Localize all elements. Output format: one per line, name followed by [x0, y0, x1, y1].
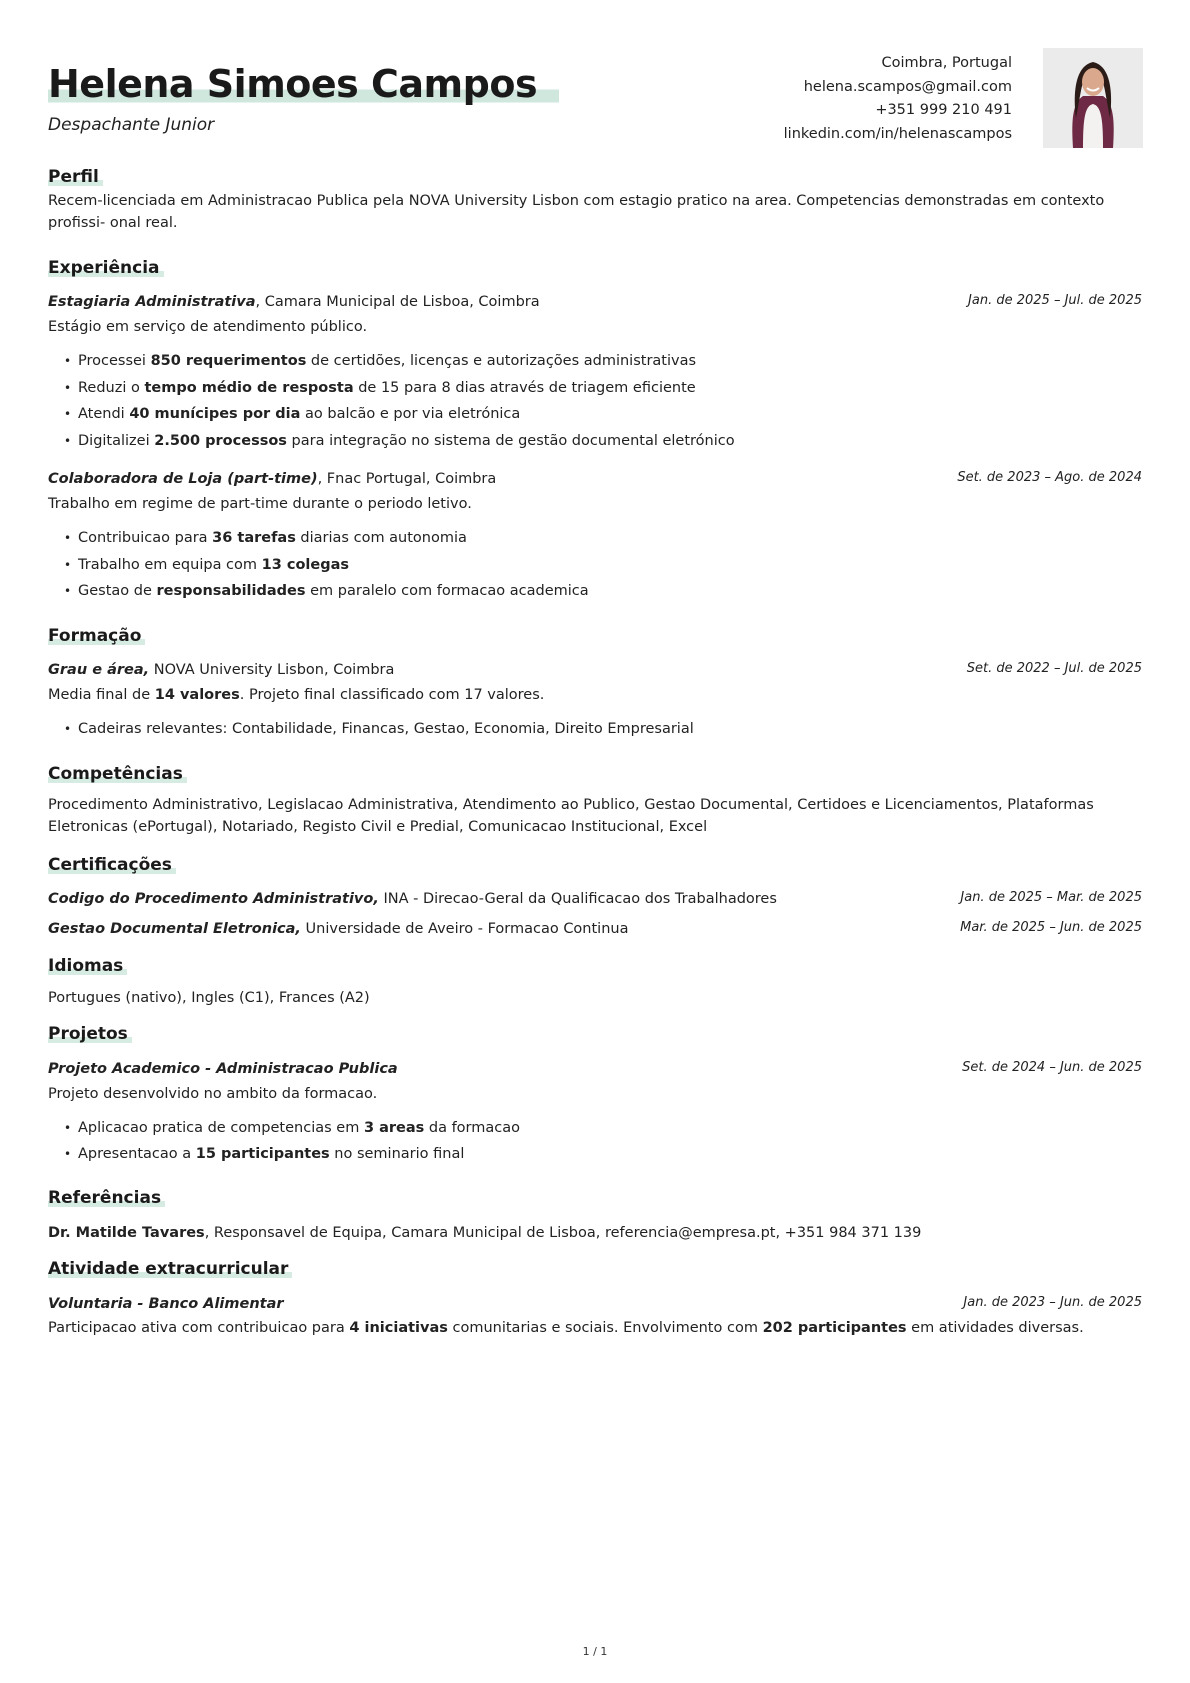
section-title-profile: Perfil — [48, 166, 103, 188]
section-title-projects: Projetos — [48, 1023, 132, 1045]
list-item: • Atendi 40 munícipes por dia ao balcão e por via eletrónica — [64, 403, 520, 425]
education-title-line — [48, 659, 394, 681]
job-org: , Camara Municipal de Lisboa, Coimbra — [255, 294, 540, 310]
contact-email[interactable]: helena.scampos@gmail.com — [803, 78, 1012, 95]
bullet-icon: • — [64, 531, 72, 545]
list-item: • Digitalizei 2.500 processos para integração no sistema de gestão documental eletrónico — [64, 430, 735, 452]
section-title-extracurricular: Atividade extracurricular — [48, 1258, 292, 1280]
profile-text: Recem-licenciada em Administracao Publica pela NOVA University Lisbon com estagio pratico na area. Competencias demonstradas em contexto profissi- onal real. — [48, 193, 1105, 231]
list-item: • Cadeiras relevantes: Contabilidade, Financas, Gestao, Economia, Direito Empresarial — [64, 718, 694, 740]
activity-description: Participacao ativa com contribuicao para 4 iniciativas comunitarias e sociais. Envolvimento com 202 participantes em atividades diversas. — [48, 1320, 1084, 1336]
job-title-line — [48, 291, 540, 313]
job-description: Trabalho em regime de part-time durante o periodo letivo. — [48, 496, 472, 512]
bullet-icon: • — [64, 722, 72, 736]
certification-dates: Jan. de 2025 – Mar. de 2025 — [960, 890, 1142, 905]
skills-text: Procedimento Administrativo, Legislacao Administrativa, Atendimento ao Publico, Gestao Documental, Certidoes e Licenciamentos, Plataformas Eletronicas (ePortugal), Notariado, Registo Civil e Predial, Comunicacao Institucional, Excel — [48, 797, 1094, 835]
project-title: Projeto Academico - Administracao Publica — [48, 1061, 398, 1077]
bullet-icon: • — [64, 434, 72, 448]
candidate-role: Despachante Junior — [48, 115, 215, 135]
contact-linkedin[interactable]: linkedin.com/in/helenascampos — [783, 125, 1012, 142]
bullet-icon: • — [64, 354, 72, 368]
contact-phone: +351 999 210 491 — [875, 102, 1012, 118]
bullet-icon: • — [64, 584, 72, 598]
bullet-icon: • — [64, 381, 72, 395]
reference-item: Dr. Matilde Tavares, Responsavel de Equipa, Camara Municipal de Lisboa, referencia@empresa.pt, +351 984 371 139 — [48, 1225, 922, 1241]
school: NOVA University Lisbon, Coimbra — [149, 662, 395, 678]
project-dates: Set. de 2024 – Jun. de 2025 — [962, 1060, 1142, 1075]
section-title-skills: Competências — [48, 763, 187, 785]
activity-title: Voluntaria - Banco Alimentar — [48, 1296, 284, 1312]
education-dates: Set. de 2022 – Jul. de 2025 — [966, 661, 1142, 676]
section-title-certifications: Certificações — [48, 854, 176, 876]
section-title-references: Referências — [48, 1187, 165, 1209]
project-description: Projeto desenvolvido no ambito da formacao. — [48, 1086, 378, 1102]
certification-item: Gestao Documental Eletronica, Universidade de Aveiro - Formacao Continua — [48, 921, 629, 937]
job-org: , Fnac Portugal, Coimbra — [317, 471, 497, 487]
portrait-image — [1043, 48, 1143, 148]
bullet-icon: • — [64, 407, 72, 421]
certification-dates: Mar. de 2025 – Jun. de 2025 — [960, 920, 1142, 935]
job-dates: Jan. de 2025 – Jul. de 2025 — [968, 293, 1142, 308]
contact-location: Coimbra, Portugal — [881, 55, 1012, 71]
list-item: • Gestao de responsabilidades em paralelo com formacao academica — [64, 580, 589, 602]
job-role: Colaboradora de Loja (part-time) — [48, 471, 318, 487]
section-title-education: Formação — [48, 625, 145, 647]
job-title-line — [48, 468, 496, 490]
job-description: Estágio em serviço de atendimento público. — [48, 319, 368, 335]
activity-dates: Jan. de 2023 – Jun. de 2025 — [963, 1295, 1142, 1310]
list-item: • Aplicacao pratica de competencias em 3 areas da formacao — [64, 1117, 520, 1139]
job-role: Estagiaria Administrativa — [48, 294, 256, 310]
degree: Grau e área, — [48, 662, 150, 678]
profile-photo — [1043, 48, 1143, 148]
education-grade: Media final de 14 valores. Projeto final classificado com 17 valores. — [48, 687, 545, 703]
list-item: • Processei 850 requerimentos de certidões, licenças e autorizações administrativas — [64, 350, 696, 372]
bullet-icon: • — [64, 558, 72, 572]
contact-block — [784, 52, 1012, 146]
list-item: • Reduzi o tempo médio de resposta de 15 para 8 dias através de triagem eficiente — [64, 377, 696, 399]
page-number: 1 / 1 — [582, 1645, 608, 1658]
candidate-name: Helena Simoes Campos — [48, 62, 559, 106]
languages-text: Portugues (nativo), Ingles (C1), Frances (A2) — [48, 990, 370, 1006]
certification-item: Codigo do Procedimento Administrativo, INA - Direcao-Geral da Qualificacao dos Trabalhadores — [48, 891, 777, 907]
list-item: • Trabalho em equipa com 13 colegas — [64, 554, 349, 576]
section-title-languages: Idiomas — [48, 955, 127, 977]
list-item: • Apresentacao a 15 participantes no seminario final — [64, 1143, 464, 1165]
list-item: • Contribuicao para 36 tarefas diarias com autonomia — [64, 527, 467, 549]
section-title-experience: Experiência — [48, 257, 164, 279]
job-dates: Set. de 2023 – Ago. de 2024 — [957, 470, 1142, 485]
bullet-icon: • — [64, 1121, 72, 1135]
bullet-icon: • — [64, 1147, 72, 1161]
